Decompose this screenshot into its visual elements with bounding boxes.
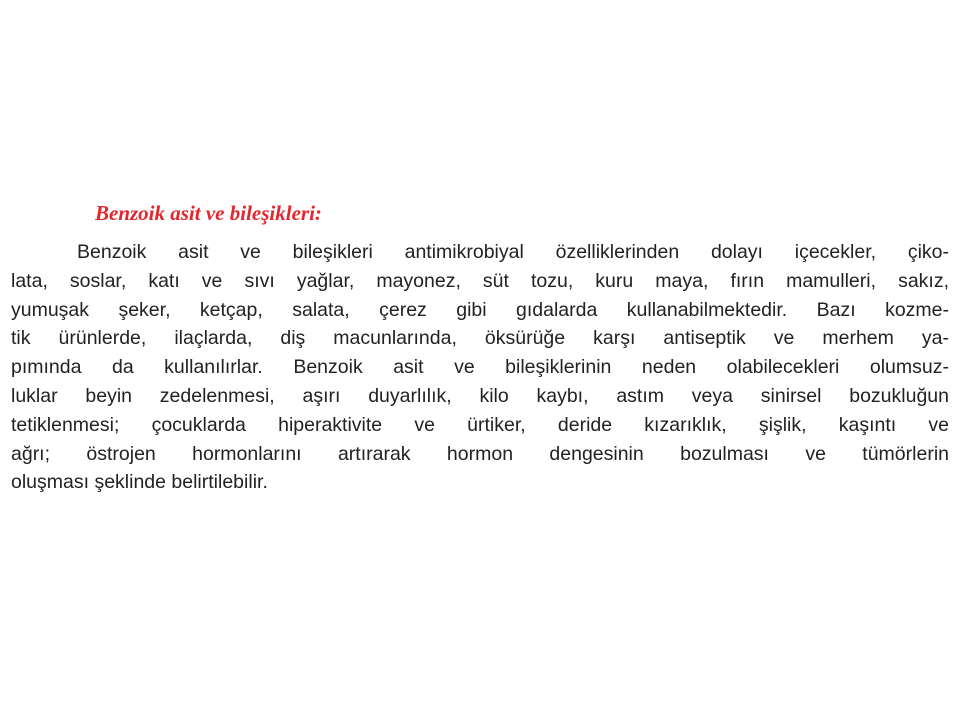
paragraph-line: Benzoik asit ve bileşikleri antimikrobiyal özelliklerinden dolayı içecekler, çiko- bbox=[77, 241, 949, 263]
section-paragraph bbox=[11, 238, 949, 497]
section-heading: Benzoik asit ve bileşikleri: bbox=[95, 201, 322, 225]
paragraph-line: ağrı; östrojen hormonlarını artırarak hormon dengesinin bozulması ve tümörlerin bbox=[11, 442, 949, 465]
paragraph-line: lata, soslar, katı ve sıvı yağlar, mayonez, süt tozu, kuru maya, fırın mamulleri, sakız, bbox=[11, 269, 949, 292]
paragraph-line: luklar beyin zedelenmesi, aşırı duyarlılık, kilo kaybı, astım veya sinirsel bozukluğun bbox=[11, 384, 949, 407]
paragraph-line: tik ürünlerde, ilaçlarda, diş macunlarında, öksürüğe karşı antiseptik ve merhem ya- bbox=[11, 327, 949, 350]
paragraph-line: tetiklenmesi; çocuklarda hiperaktivite ve ürtiker, deride kızarıklık, şişlik, kaşıntı ve bbox=[11, 413, 949, 436]
paragraph-line: pımında da kullanılırlar. Benzoik asit ve bileşiklerinin neden olabilecekleri olumsuz- bbox=[11, 356, 949, 379]
paragraph-line: yumuşak şeker, ketçap, salata, çerez gibi gıdalarda kullanabilmektedir. Bazı kozme- bbox=[11, 298, 949, 321]
paragraph-line: oluşması şeklinde belirtilebilir. bbox=[11, 471, 268, 494]
